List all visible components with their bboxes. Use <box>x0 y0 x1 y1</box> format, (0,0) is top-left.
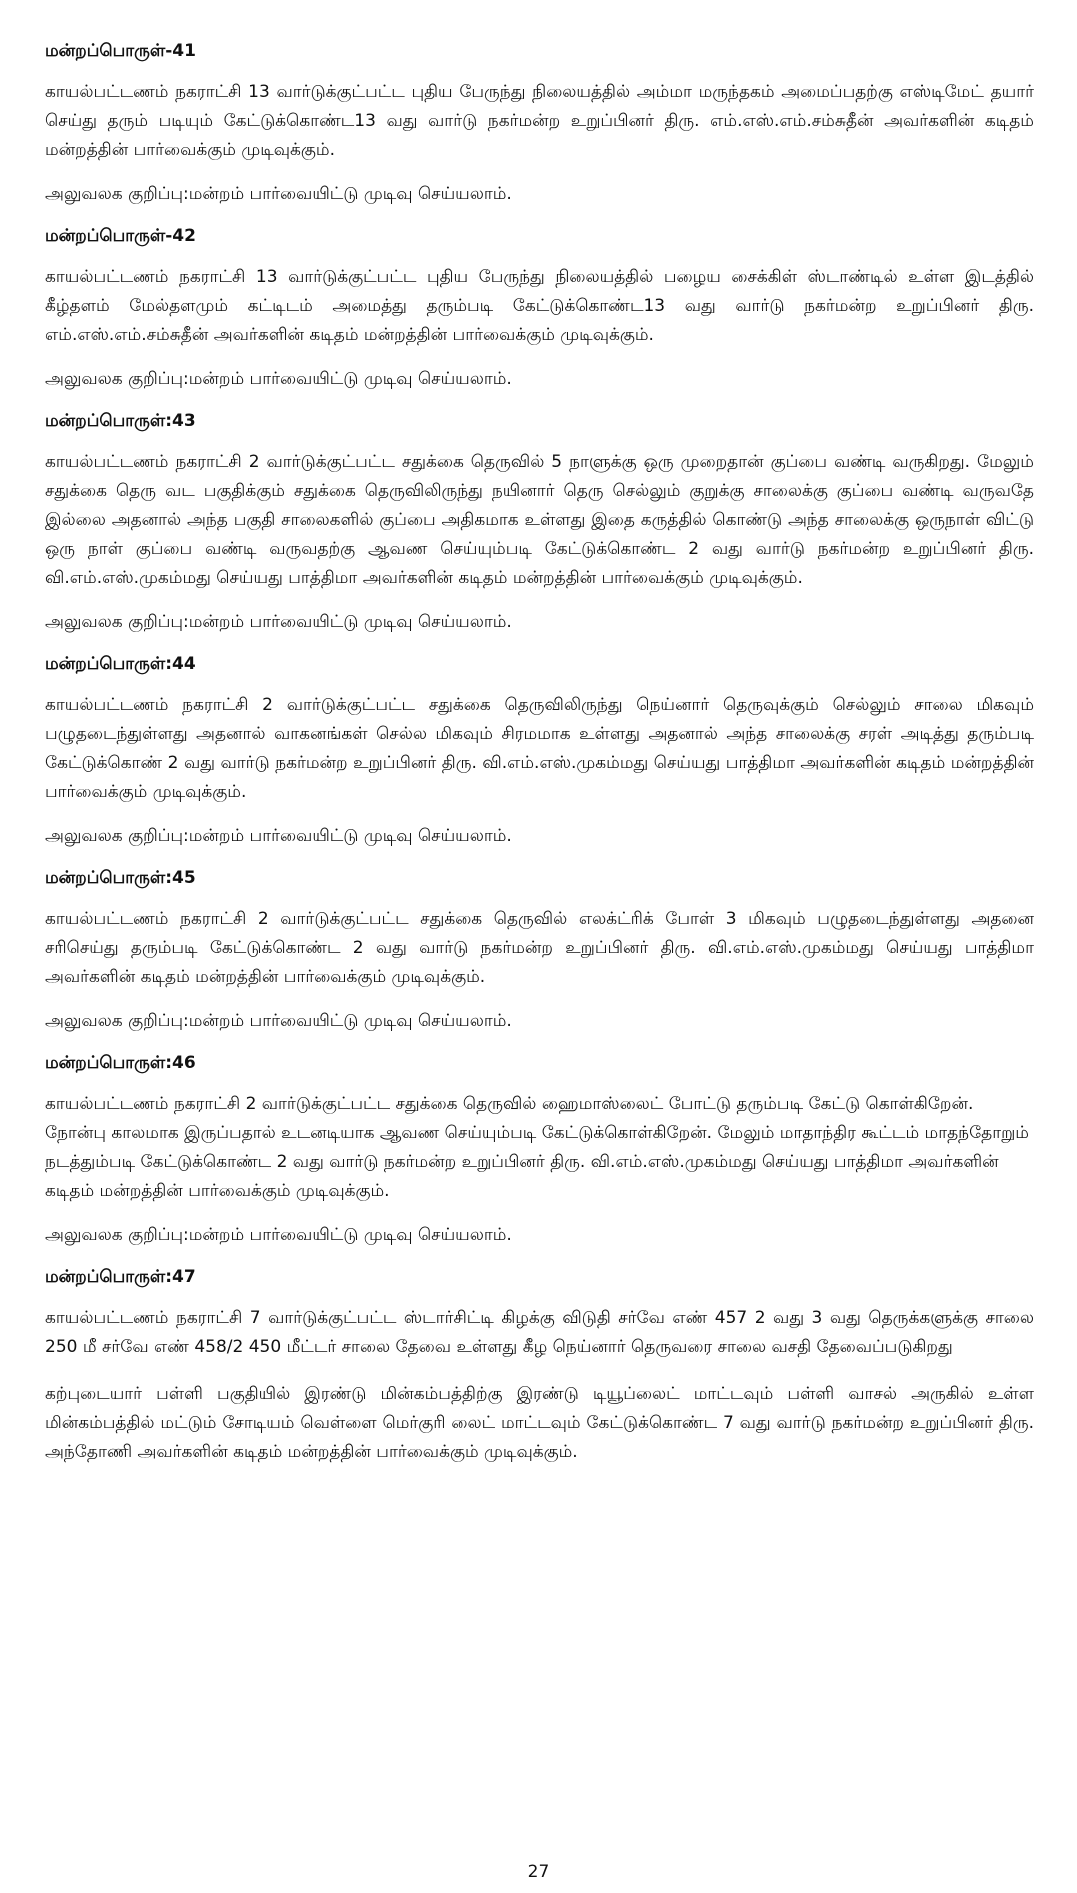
office-note: அலுவலக குறிப்பு:மன்றம் பார்வையிட்டு முடிவு செய்யலாம். <box>45 826 512 846</box>
item-heading: மன்றப்பொருள்:46 <box>45 1053 196 1073</box>
item-heading: மன்றப்பொருள்:47 <box>45 1267 196 1287</box>
item-heading: மன்றப்பொருள்:43 <box>45 411 196 431</box>
agenda-item-41 <box>45 40 1034 205</box>
agenda-item-44 <box>45 653 1034 847</box>
agenda-item-47 <box>45 1266 1034 1467</box>
item-paragraph: காயல்பட்டணம் நகராட்சி 2 வார்டுக்குட்பட்ட சதுக்கை தெருவில் ஹைமாஸ்லைட் போட்டு தரும்படி கேட்டு கொள்கிறேன். நோன்பு காலமாக இருப்பதால் உடனடியாக ஆவண செய்யும்படி கேட்டுக்கொள்கிறேன். மேலும் மாதாந்திர கூட்டம் மாதந்தோறும் நடத்தும்படி கேட்டுக்கொண்ட 2 வது வார்டு நகர்மன்ற உறுப்பினர் திரு. வி.எம்.எஸ்.முகம்மது செய்யது பாத்திமா அவர்களின் கடிதம் மன்றத்தின் பார்வைக்கும் முடிவுக்கும். <box>45 1094 1029 1201</box>
item-paragraph: காயல்பட்டணம் நகராட்சி 2 வார்டுக்குட்பட்ட சதுக்கை தெருவில் 5 நாளுக்கு ஒரு முறைதான் குப்பை வண்டி வருகிறது. மேலும் சதுக்கை தெரு வட பகுதிக்கும் சதுக்கை தெருவிலிருந்து நயினார் தெரு செல்லும் குறுக்கு சாலைக்கு குப்பை வண்டி வருவதே இல்லை அதனால் அந்த பகுதி சாலைகளில் குப்பை அதிகமாக உள்ளது இதை கருத்தில் கொண்டு அந்த சாலைக்கு ஒருநாள் விட்டு ஒரு நாள் குப்பை வண்டி வருவதற்கு ஆவண செய்யும்படி கேட்டுக்கொண்ட 2 வது வார்டு நகர்மன்ற உறுப்பினர் திரு. வி.எம்.எஸ்.முகம்மது செய்யது பாத்திமா அவர்களின் கடிதம் மன்றத்தின் பார்வைக்கும் முடிவுக்கும். <box>45 452 1034 588</box>
office-note: அலுவலக குறிப்பு:மன்றம் பார்வையிட்டு முடிவு செய்யலாம். <box>45 369 512 389</box>
item-paragraph: காயல்பட்டணம் நகராட்சி 2 வார்டுக்குட்பட்ட சதுக்கை தெருவிலிருந்து நெய்னார் தெருவுக்கும் செல்லும் சாலை மிகவும் பழுதடைந்துள்ளது அதனால் வாகனங்கள் செல்ல மிகவும் சிரமமாக உள்ளது அதனால் அந்த சாலைக்கு சரள் அடித்து தரும்படி கேட்டுக்கொண் 2 வது வார்டு நகர்மன்ற உறுப்பினர் திரு. வி.எம்.எஸ்.முகம்மது செய்யது பாத்திமா அவர்களின் கடிதம் மன்றத்தின் பார்வைக்கும் முடிவுக்கும். <box>45 695 1034 802</box>
item-paragraph: காயல்பட்டணம் நகராட்சி 13 வார்டுக்குட்பட்ட புதிய பேருந்து நிலையத்தில் அம்மா மருந்தகம் அமைப்பதற்கு எஸ்டிமேட் தயார் செய்து தரும் படியும் கேட்டுக்கொண்ட13 வது வார்டு நகர்மன்ற உறுப்பினர் திரு. எம்.எஸ்.எம்.சம்சுதீன் அவர்களின் கடிதம் மன்றத்தின் பார்வைக்கும் முடிவுக்கும். <box>45 82 1034 160</box>
office-note: அலுவலக குறிப்பு:மன்றம் பார்வையிட்டு முடிவு செய்யலாம். <box>45 1011 512 1031</box>
item-heading: மன்றப்பொருள்:44 <box>45 654 196 674</box>
office-note: அலுவலக குறிப்பு:மன்றம் பார்வையிட்டு முடிவு செய்யலாம். <box>45 612 512 632</box>
item-heading: மன்றப்பொருள்-41 <box>45 41 196 61</box>
item-paragraph: காயல்பட்டணம் நகராட்சி 2 வார்டுக்குட்பட்ட சதுக்கை தெருவில் எலக்ட்ரிக் போள் 3 மிகவும் பழுதடைந்துள்ளது அதனை சரிசெய்து தரும்படி கேட்டுக்கொண்ட 2 வது வார்டு நகர்மன்ற உறுப்பினர் திரு. வி.எம்.எஸ்.முகம்மது செய்யது பாத்திமா அவர்களின் கடிதம் மன்றத்தின் பார்வைக்கும் முடிவுக்கும். <box>45 909 1034 987</box>
office-note: அலுவலக குறிப்பு:மன்றம் பார்வையிட்டு முடிவு செய்யலாம். <box>45 184 512 204</box>
agenda-item-45 <box>45 867 1034 1032</box>
item-paragraph: காயல்பட்டணம் நகராட்சி 13 வார்டுக்குட்பட்ட புதிய பேருந்து நிலையத்தில் பழைய சைக்கிள் ஸ்டாண்டில் உள்ள இடத்தில் கீழ்தளம் மேல்தளமும் கட்டிடம் அமைத்து தரும்படி கேட்டுக்கொண்ட13 வது வார்டு நகர்மன்ற உறுப்பினர் திரு. எம்.எஸ்.எம்.சம்சுதீன் அவர்களின் கடிதம் மன்றத்தின் பார்வைக்கும் முடிவுக்கும். <box>45 267 1034 345</box>
office-note: அலுவலக குறிப்பு:மன்றம் பார்வையிட்டு முடிவு செய்யலாம். <box>45 1225 512 1245</box>
page-number: 27 <box>527 1862 550 1882</box>
item-heading: மன்றப்பொருள்-42 <box>45 226 196 246</box>
agenda-item-42 <box>45 225 1034 390</box>
item-paragraph: கற்புடையார் பள்ளி பகுதியில் இரண்டு மின்கம்பத்திற்கு இரண்டு டியூப்லைட் மாட்டவும் பள்ளி வாசல் அருகில் உள்ள மின்கம்பத்தில் மட்டும் சோடியம் வெள்ளை மெர்குரி லைட் மாட்டவும் கேட்டுக்கொண்ட 7 வது வார்டு நகர்மன்ற உறுப்பினர் திரு. அந்தோணி அவர்களின் கடிதம் மன்றத்தின் பார்வைக்கும் முடிவுக்கும். <box>45 1384 1034 1462</box>
item-heading: மன்றப்பொருள்:45 <box>45 868 196 888</box>
agenda-item-43 <box>45 410 1034 633</box>
agenda-item-46 <box>45 1052 1034 1246</box>
item-paragraph: காயல்பட்டணம் நகராட்சி 7 வார்டுக்குட்பட்ட ஸ்டார்சிட்டி கிழக்கு விடுதி சர்வே எண் 457 2 வது 3 வது தெருக்களுக்கு சாலை 250 மீ சர்வே எண் 458/2 450 மீட்டர் சாலை தேவை உள்ளது கீழ நெய்னார் தெருவரை சாலை வசதி தேவைப்படுகிறது <box>45 1308 1034 1357</box>
